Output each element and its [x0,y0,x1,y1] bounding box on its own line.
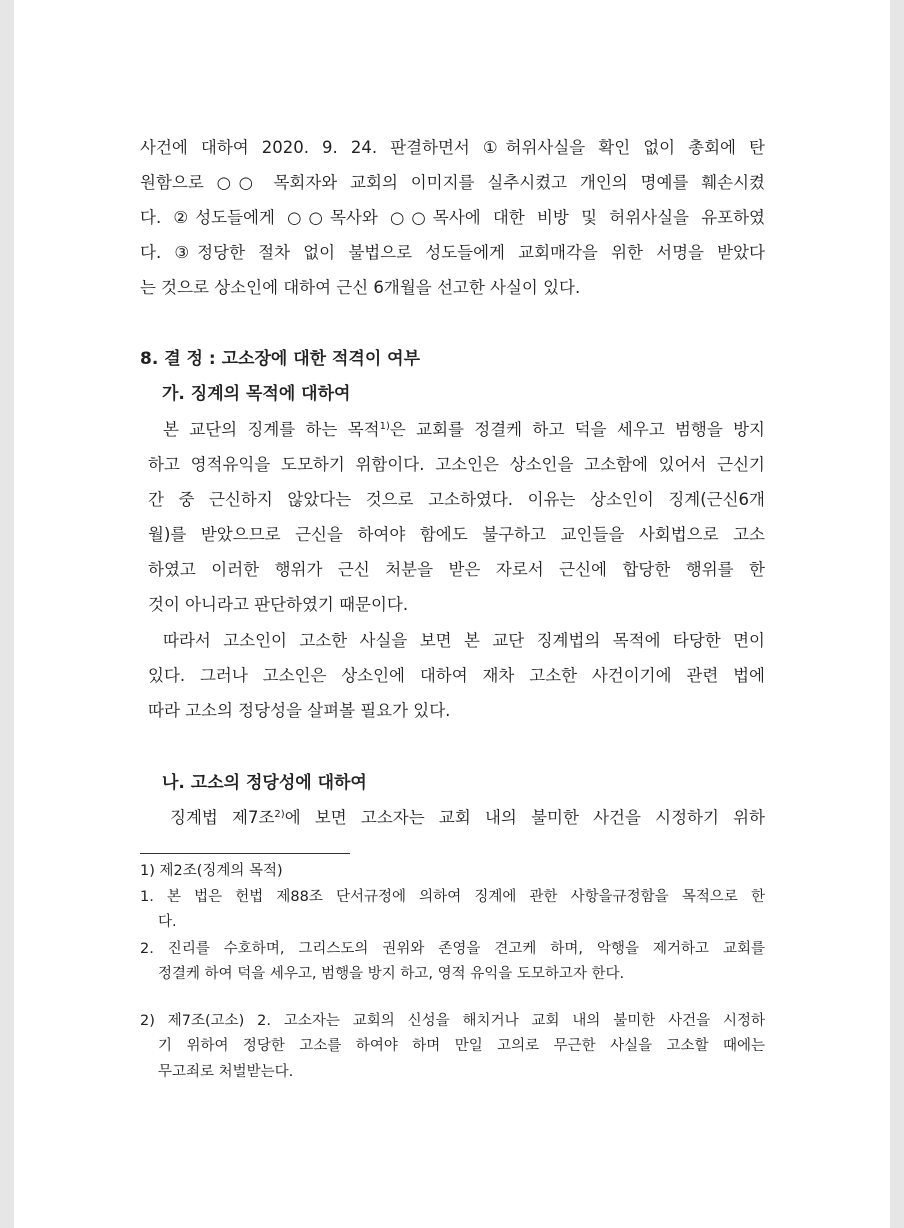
ga-para1-text-b: 은 교회를 정결케 하고 덕을 세우고 범행을 방지 [389,420,765,439]
intro-line-1: 사건에 대하여 2020. 9. 24. 판결하면서 ①허위사실을 확인 없이 총회에 탄 [140,138,765,157]
footnote-1-item-1-line-2: 다. [158,914,177,930]
footnote-separator [140,853,350,854]
ga-para1-line-4: 월)를 받았으므로 근신을 하여야 함에도 불구하고 교인들을 사회법으로 고소 [148,525,765,544]
ga-para2-line-3: 따라 고소의 정당성을 살펴볼 필요가 있다. [148,701,451,720]
footnote-1-item-2-line-1: 2. 진리를 수호하며, 그리스도의 권위와 존영을 견고케 하며, 악행을 제거하고 교회를 [140,941,765,957]
ga-para1-line-5: 하였고 이러한 행위가 근신 처분을 받은 자로서 근신에 합당한 행위를 한 [148,560,765,579]
footnote-2-line-3: 무고죄로 처벌받는다. [158,1064,294,1080]
na-para1-line-1 [170,806,765,830]
ga-para1-line-1 [163,418,765,442]
footnote-1-title: 1) 제2조(징계의 목적) [140,863,283,879]
footnote-2-line-2: 기 위하여 정당한 고소를 하여야 하며 만일 고의로 무근한 사실을 고소할 때에는 [158,1038,765,1054]
ga-para1-line-2: 하고 영적유익을 도모하기 위함이다. 고소인은 상소인을 고소함에 있어서 근신기 [148,455,765,474]
ga-para2-line-2: 있다. 그러나 고소인은 상소인에 대하여 재차 고소한 사건이기에 관련 법에 [148,666,765,685]
footnote-1-item-2-line-2: 정결케 하여 덕을 세우고, 범행을 방지 하고, 영적 유익을 도모하고자 한다. [158,966,625,982]
footnote-ref-2: 2) [274,809,285,820]
intro-line-5: 는 것으로 상소인에 대하여 근신 6개월을 선고한 사실이 있다. [140,278,581,297]
subsection-ga-heading: 가. 징계의 목적에 대하여 [162,384,351,404]
intro-line-2: 원함으로 ○○ 목회자와 교회의 이미지를 실추시켰고 개인의 명예를 훼손시켰 [140,173,765,192]
ga-para2-line-1: 따라서 고소인이 고소한 사실을 보면 본 교단 징계법의 목적에 타당한 면이 [163,631,765,650]
footnote-ref-1: 1) [379,421,390,432]
intro-line-3: 다. ②성도들에게 ○○목사와 ○○목사에 대한 비방 및 허위사실을 유포하였 [140,208,765,227]
ga-para1-line-3: 간 중 근신하지 않았다는 것으로 고소하였다. 이유는 상소인이 징계(근신6개 [148,490,765,509]
na-para1-text-b: 에 보면 고소자는 교회 내의 불미한 사건을 시정하기 위하 [284,808,765,827]
footnote-2-line-1: 2) 제7조(고소) 2. 고소자는 교회의 신성을 해치거나 교회 내의 불미한 사건을 시정하 [140,1013,765,1029]
intro-line-4: 다. ③정당한 절차 없이 불법으로 성도들에게 교회매각을 위한 서명을 받았다 [140,243,765,262]
ga-para1-text-a: 본 교단의 징계를 하는 목적 [163,420,380,439]
ga-para1-line-6: 것이 아니라고 판단하였기 때문이다. [148,595,409,614]
na-para1-text-a: 징계법 제7조 [170,808,275,827]
subsection-na-heading: 나. 고소의 정당성에 대하여 [162,773,367,793]
section-8-heading: 8. 결 정 : 고소장에 대한 적격이 여부 [140,349,420,369]
document-page [14,0,890,1228]
footnote-1-item-1-line-1: 1. 본 법은 헌법 제88조 단서규정에 의하여 징계에 관한 사항을규정함을 목적으로 한 [140,889,765,905]
